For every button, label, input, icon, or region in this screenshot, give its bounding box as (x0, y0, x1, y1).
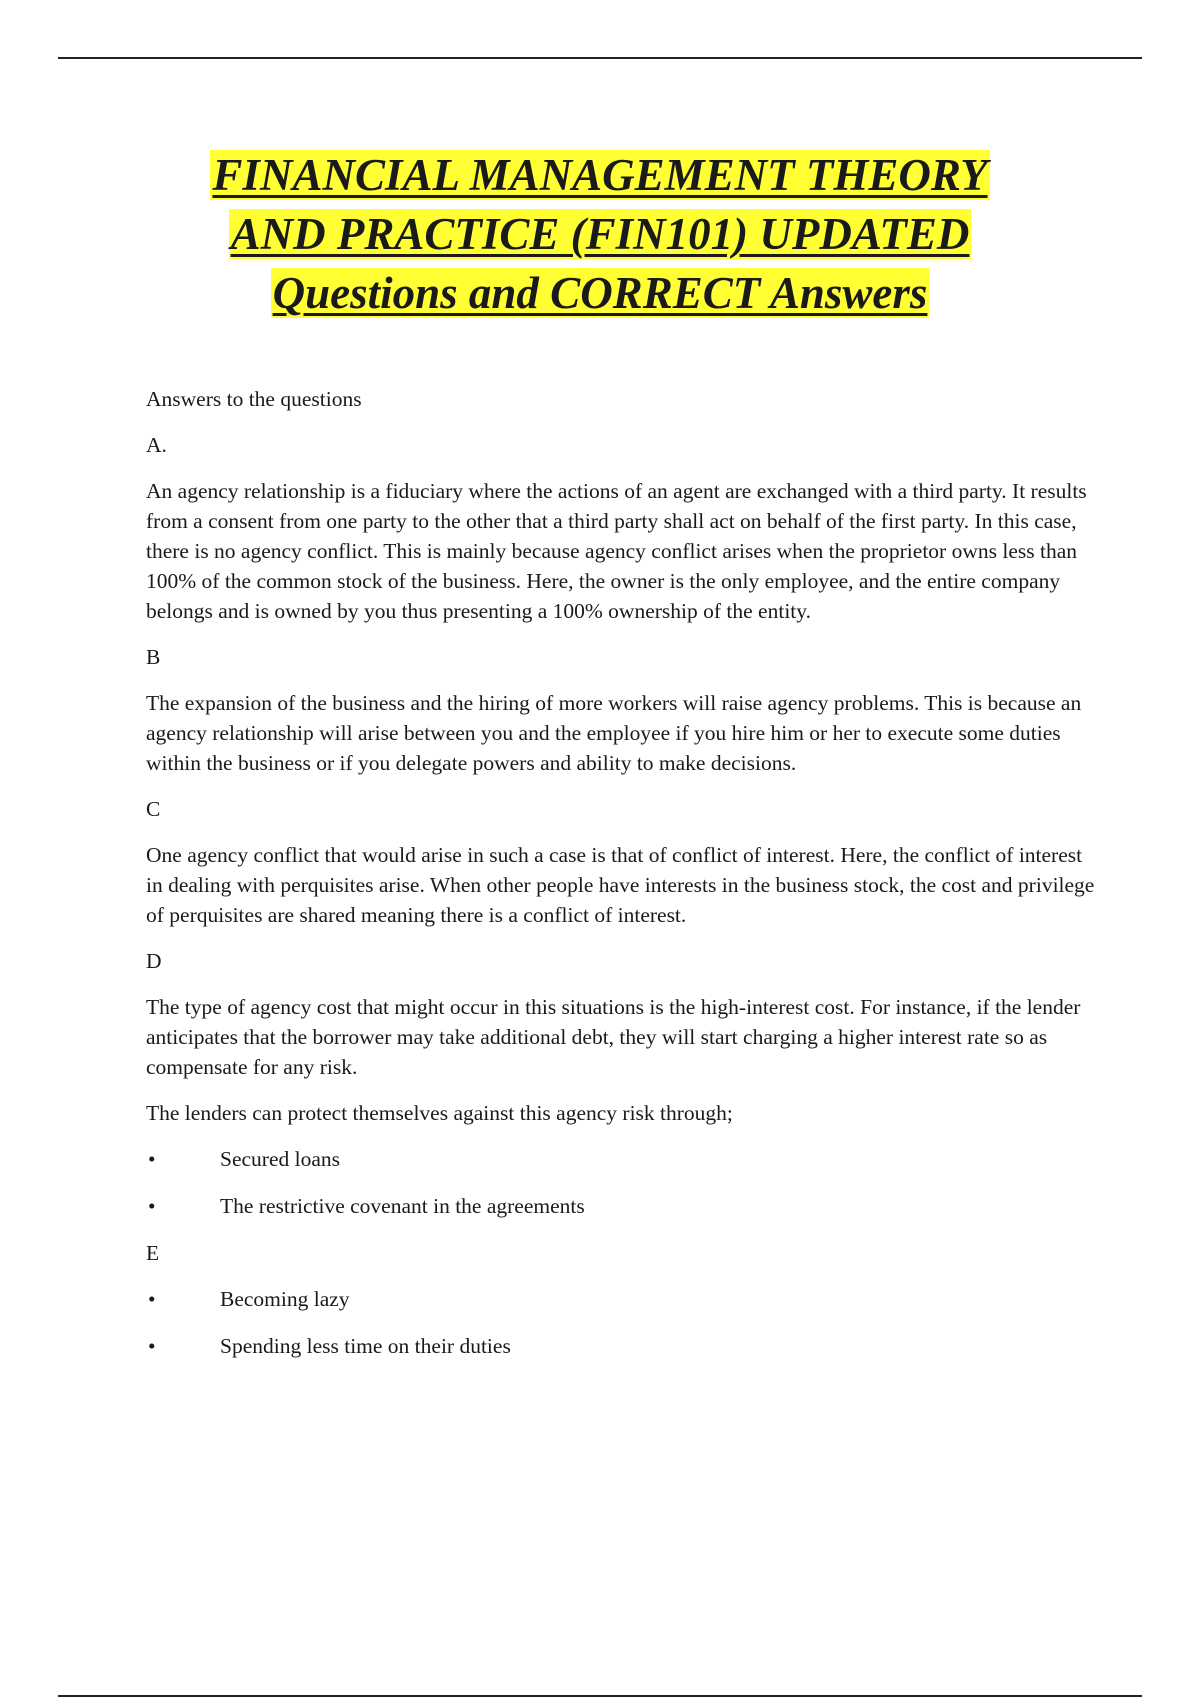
list-item-text: Secured loans (220, 1147, 341, 1171)
bullet-marker: • (148, 1147, 156, 1171)
list-item-text: The restrictive covenant in the agreements (220, 1194, 585, 1218)
bottom-rule (58, 1695, 1142, 1697)
section-c-paragraph: One agency conflict that would arise in such a case is that of conflict of interest. Here, the conflict of interest in dealing with perquisites arise. When other people have interests in the business stock, the cost and privilege of perquisites are shared meaning there is a conflict of interest. (146, 843, 1095, 927)
section-d-paragraph: The type of agency cost that might occur in this situations is the high-interest cost. For instance, if the lender anticipates that the borrower may take additional debt, they will start charging a higher interest rate so as compensate for any risk. (146, 995, 1081, 1079)
intro-text: Answers to the questions (146, 387, 362, 411)
top-rule (58, 57, 1142, 59)
section-b-paragraph: The expansion of the business and the hiring of more workers will raise agency problems. This is because an agency relationship will arise between you and the employee if you hire him or her to execute some duties within the business or if you delegate powers and ability to make decisions. (146, 691, 1082, 775)
section-d-label: D (146, 949, 162, 973)
section-a-label: A. (146, 433, 167, 457)
list-item-text: Spending less time on their duties (220, 1334, 511, 1358)
title-line-3: Questions and CORRECT Answers (272, 268, 928, 318)
section-d-protection-intro: The lenders can protect themselves against this agency risk through; (146, 1101, 733, 1125)
list-item (146, 1144, 1096, 1174)
document-body (146, 384, 1096, 1378)
title-line-1: FINANCIAL MANAGEMENT THEORY (212, 150, 988, 200)
bullet-marker: • (148, 1194, 156, 1218)
list-item (146, 1191, 1096, 1221)
bullet-marker: • (148, 1287, 156, 1311)
document-title (100, 146, 1100, 323)
section-c-label: C (146, 797, 161, 821)
title-line-2: AND PRACTICE (FIN101) UPDATED (230, 209, 970, 259)
section-a-paragraph: An agency relationship is a fiduciary where the actions of an agent are exchanged with a third party. It results from a consent from one party to the other that a third party shall act on behalf of the first party. In this case, there is no agency conflict. This is mainly because agency conflict arises when the proprietor owns less than 100% of the common stock of the business. Here, the owner is the only employee, and the entire company belongs and is owned by you thus presenting a 100% ownership of the entity. (146, 479, 1087, 623)
section-e-label: E (146, 1241, 160, 1265)
list-item (146, 1284, 1096, 1314)
bullet-marker: • (148, 1334, 156, 1358)
section-b-label: B (146, 645, 161, 669)
list-item-text: Becoming lazy (220, 1287, 350, 1311)
list-item (146, 1331, 1096, 1361)
